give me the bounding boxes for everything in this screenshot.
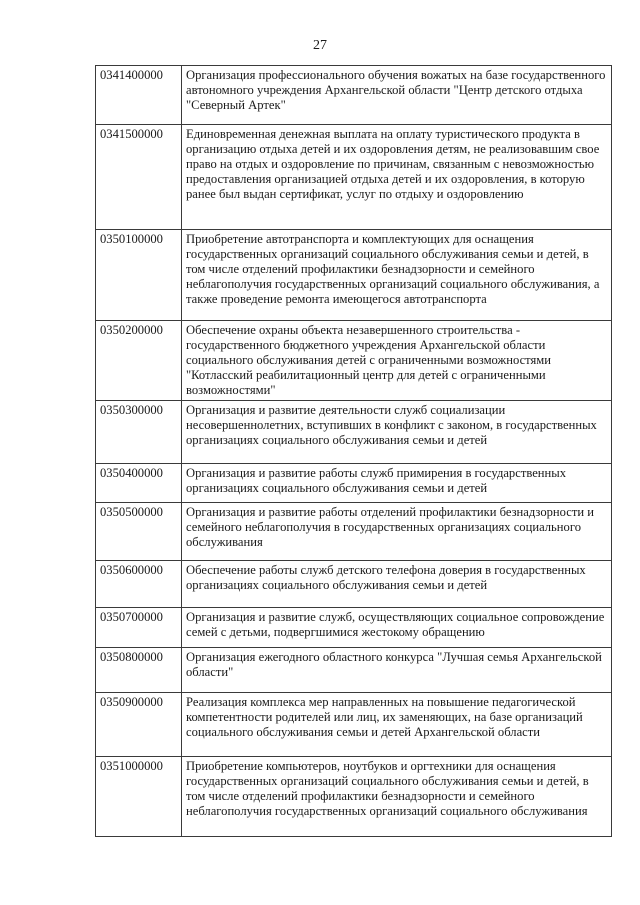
- table-row: [96, 503, 612, 561]
- description-cell: Единовременная денежная выплата на оплату туристического продукта в организацию отдыха детей и их оздоровления детям, не реализовавшим свое право на отдых и оздоровление по причинам, связанным с невозможностью предоставления организацией отдыха детей и их оздоровления, в которую ранее был выдан сертификат, услуг по отдыху и оздоровлению: [182, 125, 612, 230]
- description-cell: Организация и развитие деятельности служб социализации несовершеннолетних, вступивших в конфликт с законом, в государственных организациях социального обслуживания семьи и детей: [182, 401, 612, 464]
- description-cell: Реализация комплекса мер направленных на повышение педагогической компетентности родителей или лиц, их заменяющих, на базе организаций социального обслуживания семьи и детей Архангельской области: [182, 693, 612, 757]
- table-row: [96, 125, 612, 230]
- code-cell: 0350100000: [96, 230, 182, 321]
- table-row: [96, 321, 612, 401]
- description-cell: Организация профессионального обучения вожатых на базе государственного автономного учреждения Архангельской области "Центр детского отдыха "Северный Артек": [182, 66, 612, 125]
- code-cell: 0350400000: [96, 464, 182, 503]
- code-cell: 0350200000: [96, 321, 182, 401]
- code-cell: 0341500000: [96, 125, 182, 230]
- table-row: [96, 464, 612, 503]
- page-number: 27: [313, 38, 327, 53]
- table-row: [96, 401, 612, 464]
- description-cell: Организация и развитие работы отделений профилактики безнадзорности и семейного неблагополучия в государственных организациях социального обслуживания: [182, 503, 612, 561]
- code-cell: 0351000000: [96, 757, 182, 837]
- table-row: [96, 66, 612, 125]
- description-cell: Организация и развитие работы служб примирения в государственных организациях социального обслуживания семьи и детей: [182, 464, 612, 503]
- table-row: [96, 648, 612, 693]
- table-row: [96, 561, 612, 608]
- description-cell: Обеспечение охраны объекта незавершенного строительства - государственного бюджетного учреждения Архангельской области социального обслуживания детей с ограниченными возможностями "Котласский реабилитационный центр для детей с ограниченными возможностями": [182, 321, 612, 401]
- code-cell: 0350700000: [96, 608, 182, 648]
- table-row: [96, 230, 612, 321]
- code-cell: 0350300000: [96, 401, 182, 464]
- budget-codes-table: [95, 65, 612, 837]
- description-cell: Организация ежегодного областного конкурса "Лучшая семья Архангельской области": [182, 648, 612, 693]
- code-cell: 0350900000: [96, 693, 182, 757]
- description-cell: Обеспечение работы служб детского телефона доверия в государственных организациях социального обслуживания семьи и детей: [182, 561, 612, 608]
- description-cell: Приобретение компьютеров, ноутбуков и оргтехники для оснащения государственных организаций социального обслуживания семьи и детей, в том числе отделений профилактики безнадзорности и семейного неблагополучия государственных организаций социального обслуживания: [182, 757, 612, 837]
- description-cell: Приобретение автотранспорта и комплектующих для оснащения государственных организаций социального обслуживания семьи и детей, в том числе отделений профилактики безнадзорности и семейного неблагополучия государственных организаций социального обслуживания, а также проведение ремонта имеющегося автотранспорта: [182, 230, 612, 321]
- code-cell: 0350600000: [96, 561, 182, 608]
- table-row: [96, 693, 612, 757]
- description-cell: Организация и развитие служб, осуществляющих социальное сопровождение семей с детьми, подвергшимися жестокому обращению: [182, 608, 612, 648]
- table-row: [96, 608, 612, 648]
- code-cell: 0341400000: [96, 66, 182, 125]
- code-cell: 0350800000: [96, 648, 182, 693]
- code-cell: 0350500000: [96, 503, 182, 561]
- table-row: [96, 757, 612, 837]
